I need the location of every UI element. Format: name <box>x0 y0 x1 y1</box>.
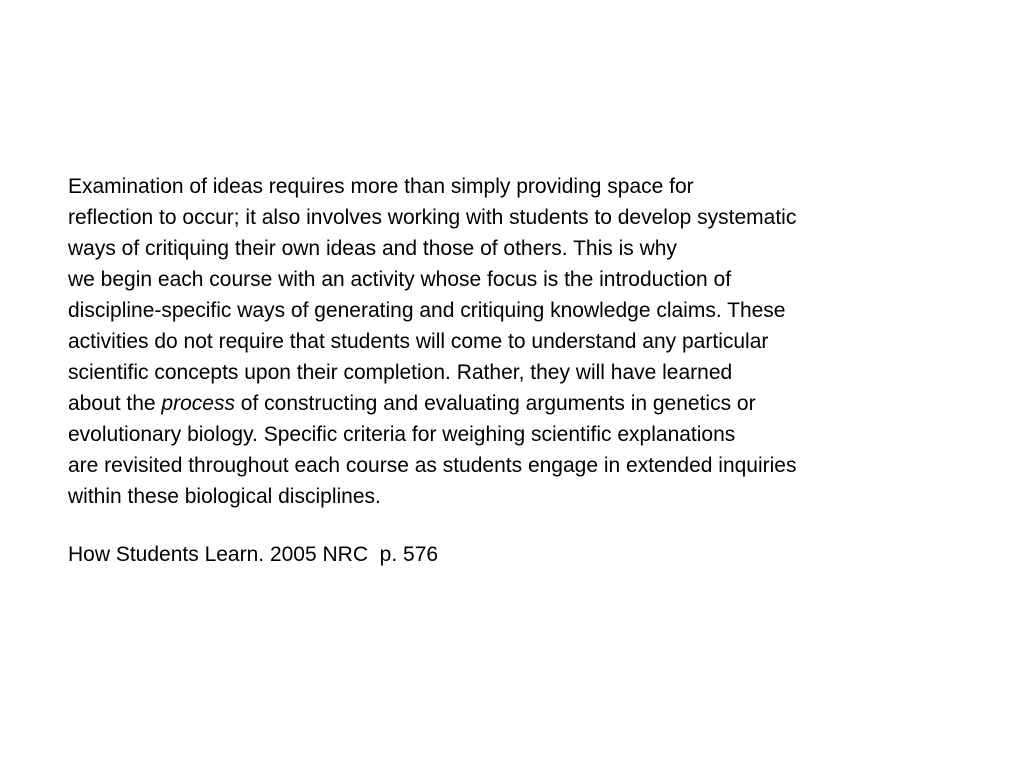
quote-line: activities do not require that students will come to understand any particular <box>68 330 769 353</box>
quote-line: are revisited throughout each course as students engage in extended inquiries <box>68 454 797 477</box>
emphasized-word: process <box>161 392 235 415</box>
quote-line: reflection to occur; it also involves working with students to develop systematic <box>68 206 797 229</box>
quote-line: ways of critiquing their own ideas and those of others. This is why <box>68 237 677 260</box>
quote-line: scientific concepts upon their completion. Rather, they will have learned <box>68 361 733 384</box>
quote-line: evolutionary biology. Specific criteria for weighing scientific explanations <box>68 423 736 446</box>
quote-line: discipline-specific ways of generating and critiquing knowledge claims. These <box>68 299 786 322</box>
quote-line: within these biological disciplines. <box>68 485 381 508</box>
quote-line-start: about the <box>68 392 162 415</box>
citation: How Students Learn. 2005 NRC p. 576 <box>68 543 439 566</box>
quote-line: we begin each course with an activity whose focus is the introduction of <box>68 268 732 291</box>
quote-line-end: of constructing and evaluating arguments in genetics or <box>234 392 756 415</box>
quote-line <box>68 388 1008 419</box>
quote-paragraph <box>68 171 1008 512</box>
quote-line: Examination of ideas requires more than simply providing space for <box>68 175 694 198</box>
